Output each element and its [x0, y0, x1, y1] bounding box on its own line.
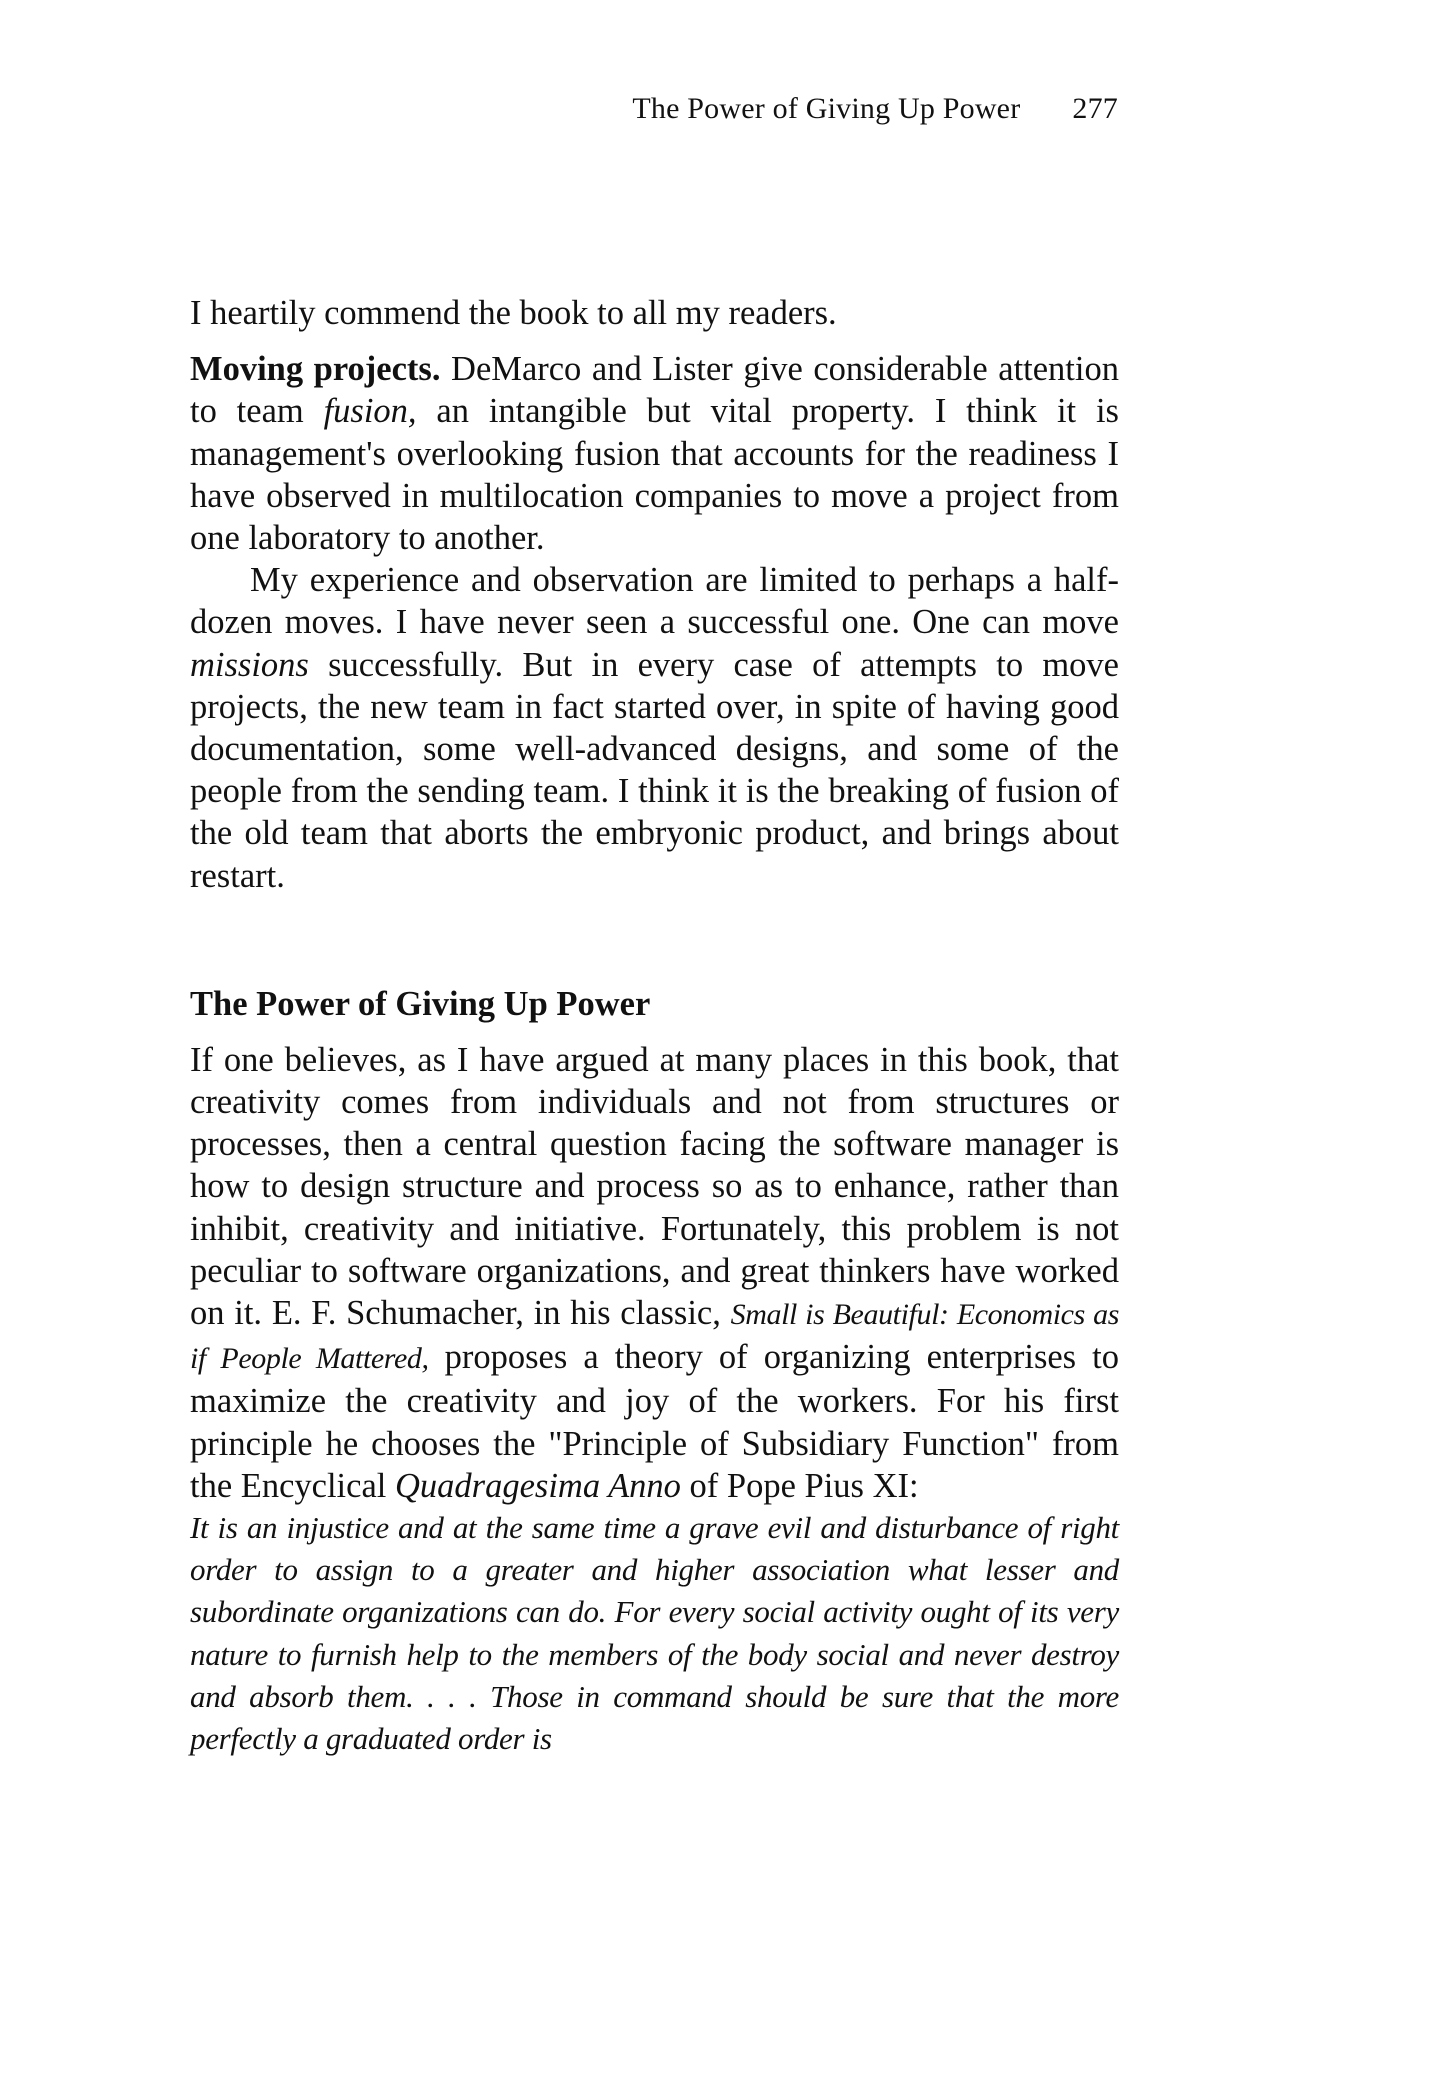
page-number: 277	[1072, 92, 1118, 125]
paragraph-commendation: I heartily commend the book to all my readers.	[190, 294, 837, 332]
text-run: an intangible but vital property. I think it is management's overlooking fusion that accounts for the readiness I have observed in multilocation companies to move a project from one laboratory to another.	[190, 392, 1119, 558]
text-run: If one believes, as I have argued at many places in this book, that creativity comes from individuals and not from structures or processes, then a central question facing the software manager is how to design structure and process so as to enhance, rather than inhibit, creativity and initiative. Fortunately, this problem is not peculiar to software organizations, and great thinkers have worked on it. E. F. Schumacher, in his classic,	[190, 1040, 1119, 1333]
book-title: Small is Beautiful: Economics as if People Mattered,	[190, 1298, 1119, 1376]
encyclical-title: Quadragesima Anno	[394, 1466, 681, 1505]
emphasis-fusion: fusion,	[323, 392, 417, 431]
paragraph-experience	[190, 559, 1119, 897]
text-run: of Pope Pius XI:	[680, 1466, 919, 1505]
section-heading: The Power of Giving Up Power	[190, 984, 651, 1023]
text-run: successfully. But in every case of attempts to move projects, the new team in fact started over, in spite of having good documentation, some well-advanced designs, and some of the people from the sending team. I think it is the breaking of fusion of the old team that aborts the embryonic product, and brings about restart.	[190, 645, 1119, 895]
paragraph-creativity	[190, 1039, 1119, 1507]
running-head-title: The Power of Giving Up Power	[632, 92, 1021, 125]
text-run: DeMarco and Lister give considerable attention to team	[190, 350, 1119, 431]
running-head	[632, 92, 1118, 126]
text-run: My experience and observation are limited to perhaps a half-dozen moves. I have never seen a successful one. One can move	[190, 561, 1119, 642]
body-text	[190, 292, 1119, 1760]
block-quote: It is an injustice and at the same time a grave evil and disturbance of right order to assign to a greater and higher association what lesser and subordinate organizations can do. For every social activity ought of its very nature to furnish help to the members of the body social and never destroy and absorb them. . . . Those in command should be sure that the more perfectly a graduated order is	[190, 1510, 1119, 1757]
paragraph-moving-projects	[190, 348, 1119, 559]
text-run: proposes a theory of organizing enterprises to maximize the creativity and joy of the workers. For his first principle he chooses the "Principle of Subsidiary Function" from the Encyclical	[190, 1338, 1119, 1505]
run-in-heading: Moving projects.	[190, 350, 441, 389]
emphasis-missions: missions	[190, 645, 309, 684]
